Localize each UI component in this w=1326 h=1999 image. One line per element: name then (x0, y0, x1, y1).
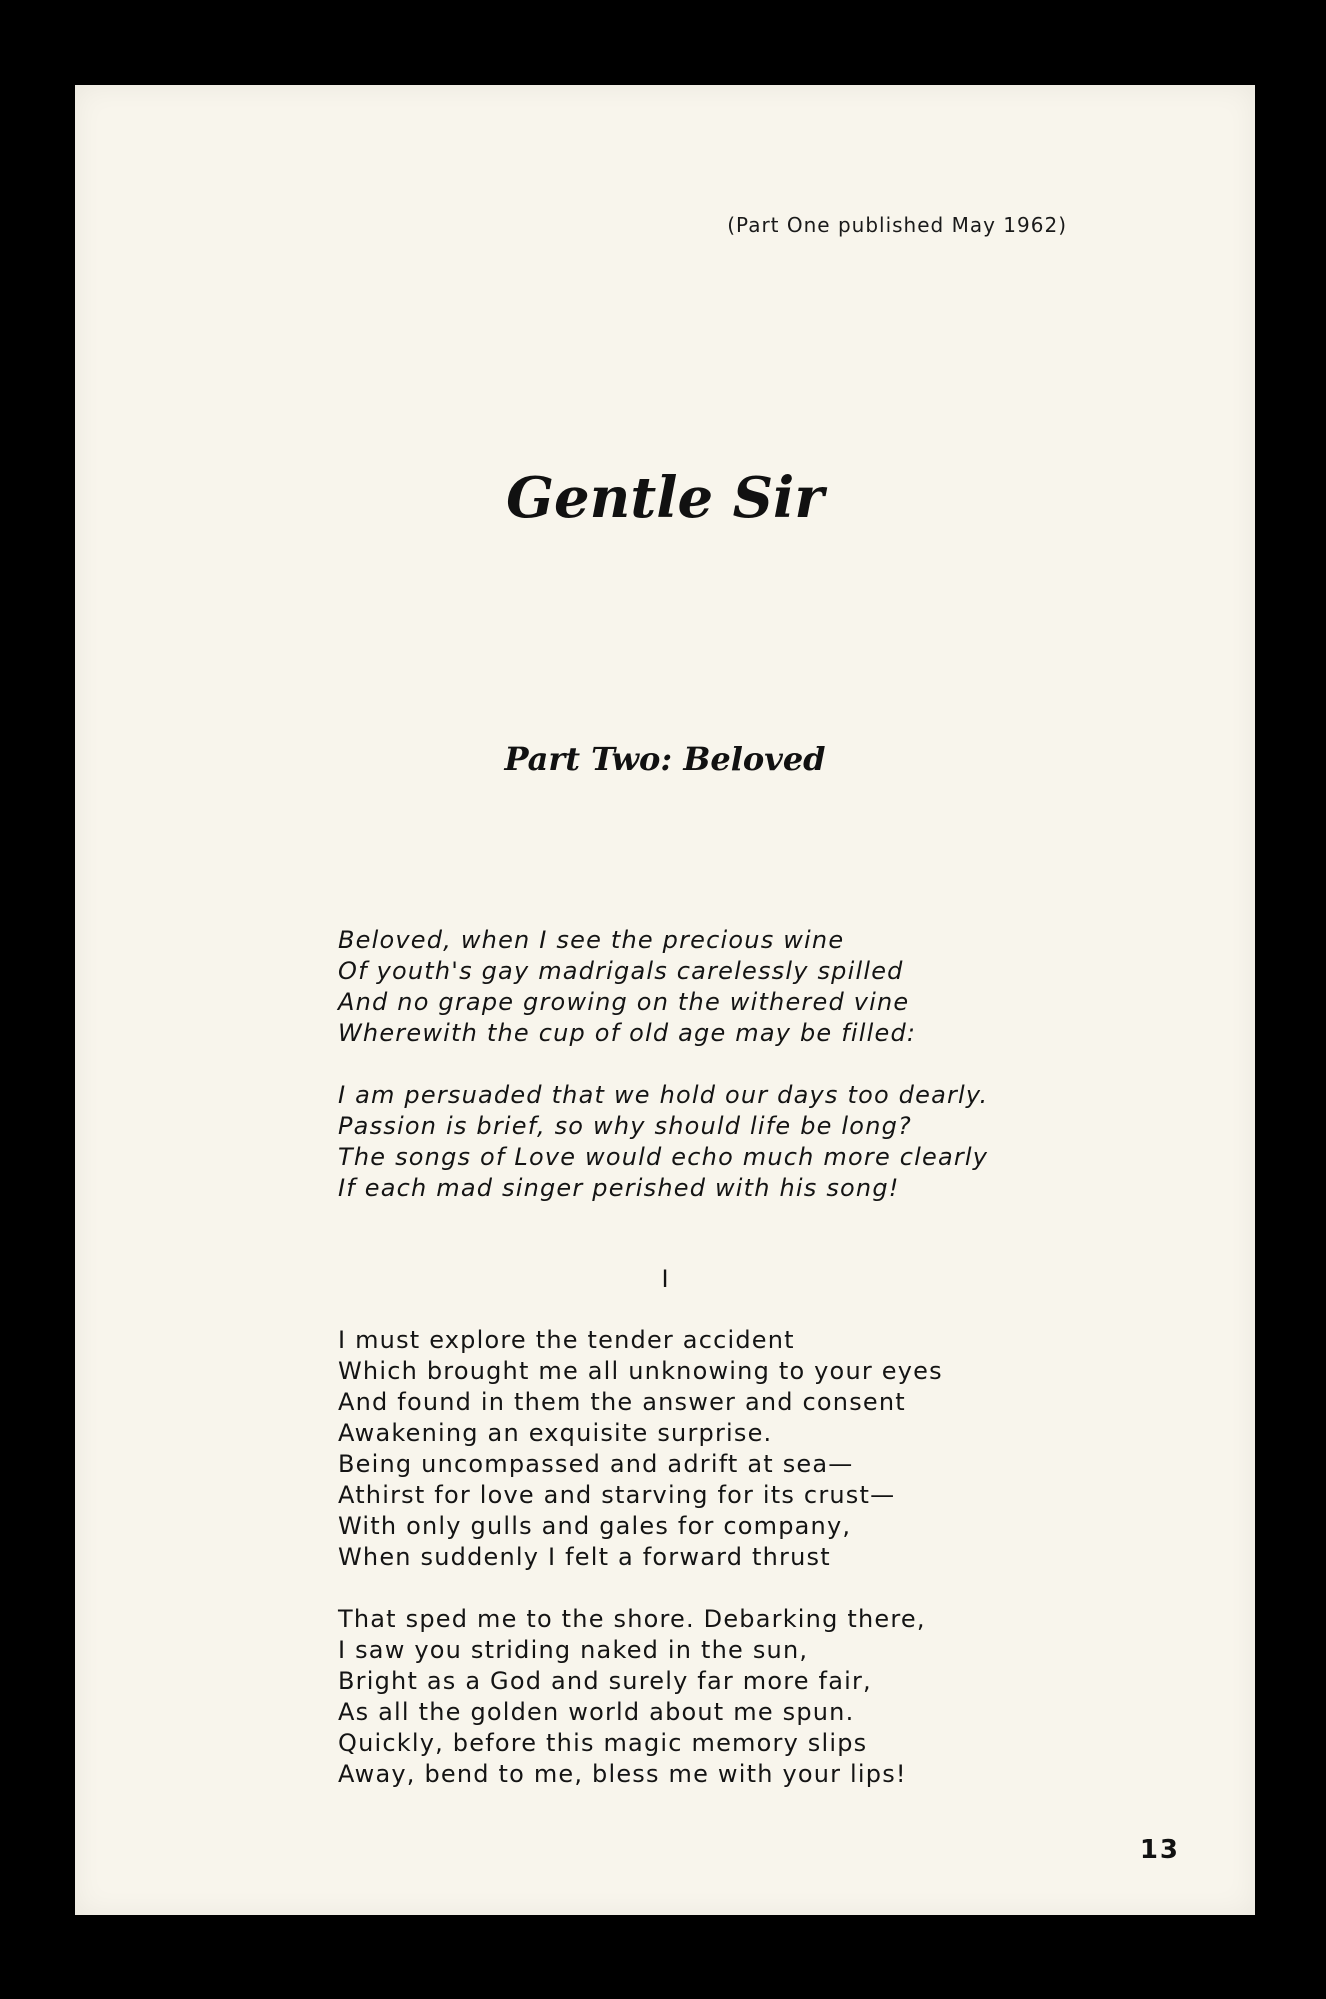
poem-line: I am persuaded that we hold our days too dearly. (338, 1081, 989, 1109)
sonnet-sestet (338, 1604, 1098, 1790)
poem-line: The songs of Love would echo much more clearly (338, 1143, 989, 1171)
poem-line: I saw you striding naked in the sun, (338, 1636, 809, 1664)
poem-line: Which brought me all unknowing to your eyes (338, 1357, 943, 1385)
poem-line: And no grape growing on the withered vine (338, 988, 910, 1016)
book-page (75, 85, 1255, 1915)
prologue-stanza-1 (338, 925, 1098, 1049)
sonnet (338, 1325, 1098, 1821)
poem-line: When suddenly I felt a forward thrust (338, 1543, 831, 1571)
poem-line: That sped me to the shore. Debarking there, (338, 1605, 926, 1633)
poem-line: If each mad singer perished with his song! (338, 1174, 900, 1202)
poem-line: Wherewith the cup of old age may be filled: (338, 1019, 917, 1047)
publication-note: (Part One published May 1962) (727, 213, 1067, 237)
prologue (338, 925, 1098, 1235)
poem-subtitle: Part Two: Beloved (504, 740, 826, 778)
poem-line: Of youth's gay madrigals carelessly spilled (338, 957, 904, 985)
sonnet-octave (338, 1325, 1098, 1573)
poem-line: Being uncompassed and adrift at sea— (338, 1450, 854, 1478)
poem-line: And found in them the answer and consent (338, 1388, 906, 1416)
poem-line: Beloved, when I see the precious wine (338, 926, 845, 954)
poem-line: Awakening an exquisite surprise. (338, 1419, 773, 1447)
prologue-stanza-2 (338, 1080, 1098, 1204)
section-numeral: I (661, 1265, 669, 1293)
poem-line: With only gulls and gales for company, (338, 1512, 852, 1540)
poem-line: Away, bend to me, bless me with your lips! (338, 1760, 907, 1788)
poem-title: Gentle Sir (506, 465, 824, 531)
poem-line: Quickly, before this magic memory slips (338, 1729, 868, 1757)
poem-line: Bright as a God and surely far more fair, (338, 1667, 872, 1695)
poem-line: Passion is brief, so why should life be long? (338, 1112, 912, 1140)
poem-line: As all the golden world about me spun. (338, 1698, 855, 1726)
poem-line: I must explore the tender accident (338, 1326, 795, 1354)
page-number: 13 (1139, 1835, 1180, 1865)
poem-line: Athirst for love and starving for its crust— (338, 1481, 896, 1509)
